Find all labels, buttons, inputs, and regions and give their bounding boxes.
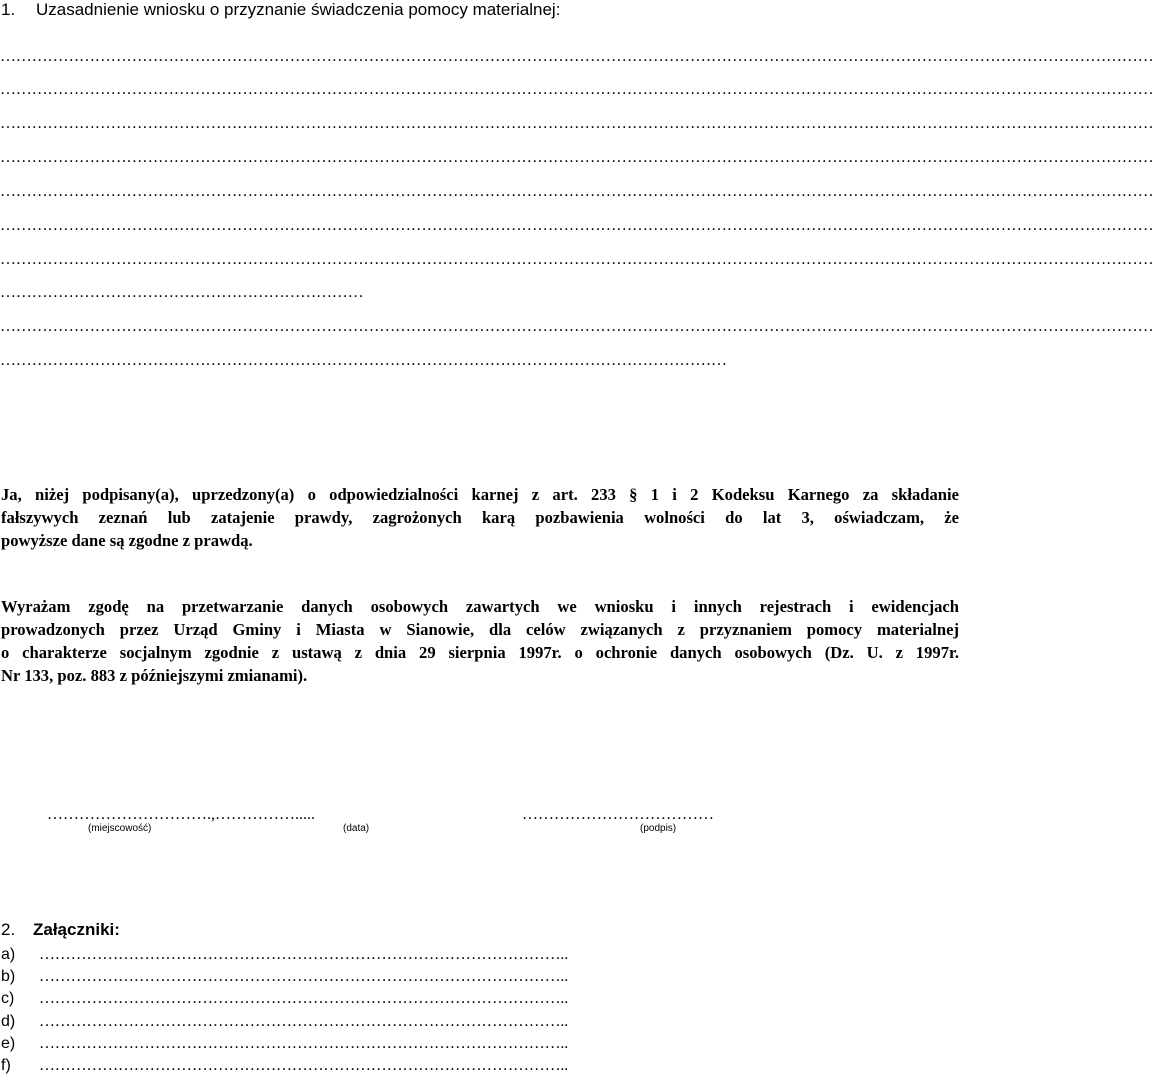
consent-line-3: o charakterze socjalnym zgodnie z ustawą z dnia 29 sierpnia 1997r. o ochronie danych osobowych (Dz. U. z 1997r. <box>1 643 959 662</box>
place-date-field[interactable]: ………………………….,……………..... <box>47 806 315 823</box>
justification-line-8[interactable]: …………………………………………………………… <box>0 284 364 301</box>
signature-field[interactable]: ……………………………… <box>522 806 714 823</box>
consent-line-2: prowadzonych przez Urząd Gminy i Miasta w Sianowie, dla celów związanych z przyznaniem pomocy materialnej <box>1 620 959 639</box>
date-caption: (data) <box>343 823 370 834</box>
attachment-letter: c) <box>1 990 15 1007</box>
justification-line-3[interactable]: ………………………………………………………………………………………………………………………………………………………………………………………………… <box>0 115 1153 132</box>
justification-line-1[interactable]: ………………………………………………………………………………………………………………………………………………………………………………………………… <box>0 48 1153 65</box>
justification-line-5[interactable]: ………………………………………………………………………………………………………………………………………………………………………………………………… <box>0 183 1153 200</box>
section-1-heading <box>1 0 560 20</box>
section-1-title: Uzasadnienie wniosku o przyznanie świadczenia pomocy materialnej: <box>36 0 561 19</box>
declaration-line-2: fałszywych zeznań lub zatajenie prawdy, zagrożonych karą pozbawienia wolności do lat 3, oświadczam, że <box>1 508 959 527</box>
declaration-paragraph <box>1 483 959 552</box>
place-caption: (miejscowość) <box>88 823 152 834</box>
declaration-line-1: Ja, niżej podpisany(a), uprzedzony(a) o odpowiedzialności karnej z art. 233 § 1 i 2 Kodeksu Karnego za składanie <box>1 485 959 504</box>
attachment-letter: b) <box>1 968 16 985</box>
consent-line-1: Wyrażam zgodę na przetwarzanie danych osobowych zawartych we wniosku i innych rejestrach i ewidencjach <box>1 597 959 616</box>
justification-line-2[interactable]: ………………………………………………………………………………………………………………………………………………………………………………………………… <box>0 81 1153 98</box>
justification-line-9[interactable]: ………………………………………………………………………………………………………………………………………………………………………………………………… <box>0 318 1153 335</box>
attachment-letter: d) <box>1 1013 16 1030</box>
justification-line-4[interactable]: ………………………………………………………………………………………………………………………………………………………………………………………………… <box>0 149 1153 166</box>
attachment-letter: e) <box>1 1035 16 1052</box>
section-2-heading <box>1 920 120 940</box>
justification-line-10[interactable]: ………………………………………………………………………………………………………………………… <box>0 352 727 369</box>
attachment-field[interactable]: ……………………………………………………………………………………….. <box>39 946 569 963</box>
attachment-row[interactable] <box>1 1035 568 1053</box>
attachment-field[interactable]: ……………………………………………………………………………………….. <box>39 968 569 985</box>
attachment-field[interactable]: ……………………………………………………………………………………….. <box>39 1013 569 1030</box>
declaration-line-3: powyższe dane są zgodne z prawdą. <box>1 531 253 550</box>
section-1-number: 1. <box>1 0 16 19</box>
attachment-field[interactable]: ……………………………………………………………………………………….. <box>39 1035 569 1052</box>
attachment-letter: f) <box>1 1057 11 1074</box>
attachment-letter: a) <box>1 946 16 963</box>
justification-line-7[interactable]: ………………………………………………………………………………………………………………………………………………………………………………………………… <box>0 251 1153 268</box>
attachment-row[interactable] <box>1 990 568 1008</box>
attachment-row[interactable] <box>1 1057 568 1075</box>
consent-line-4: Nr 133, poz. 883 z późniejszymi zmianami). <box>1 666 308 685</box>
attachment-row[interactable] <box>1 946 568 964</box>
attachment-row[interactable] <box>1 1013 568 1031</box>
attachment-field[interactable]: ……………………………………………………………………………………….. <box>39 990 569 1007</box>
signature-caption: (podpis) <box>640 823 677 834</box>
justification-line-6[interactable]: ………………………………………………………………………………………………………………………………………………………………………………………………… <box>0 217 1153 234</box>
section-2-number: 2. <box>1 920 16 939</box>
attachment-field[interactable]: ……………………………………………………………………………………….. <box>39 1057 569 1074</box>
attachment-row[interactable] <box>1 968 568 986</box>
section-2-title: Załączniki: <box>33 920 120 939</box>
consent-paragraph <box>1 595 959 687</box>
